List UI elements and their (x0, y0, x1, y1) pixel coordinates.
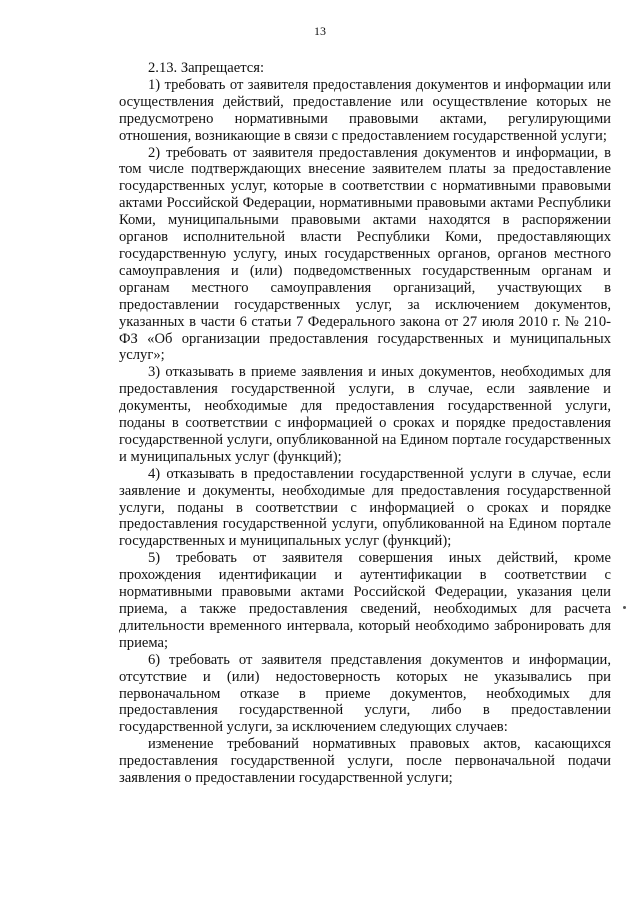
paragraph-item-6: 6) требовать от заявителя представления документов и информации, отсутствие и (или) недостоверность которых не указывались при первоначальном отказе в приеме документов, необходимых для предоставления государственной услуги, либо в предоставлении государственной услуги, за исключением следующих случаев: (119, 651, 611, 736)
paragraph-item-4: 4) отказывать в предоставлении государственной услуги в случае, если заявление и документы, необходимые для предоставления государственной услуги, поданы в соответствии с информацией о сроках и порядке предоставления государственной услуги, опубликованной на Едином портале государственных и муниципальных услуг (функций); (119, 465, 611, 550)
paragraph-item-2: 2) требовать от заявителя предоставления документов и информации, в том числе подтверждающих внесение заявителем платы за предоставление государственных услуг, которые в соответствии с нормативными правовыми актами Российской Федерации, нормативными правовыми актами Республики Коми, муниципальными правовыми актами находятся в распоряжении органов исполнительной власти Республики Коми, предоставляющих государственную услугу, иных государственных органов, органов местного самоуправления и (или) подведомственных государственным органам и органам местного самоуправления организаций, участвующих в предоставлении государственных услуг, за исключением документов, указанных в части 6 статьи 7 Федерального закона от 27 июля 2010 г. № 210-ФЗ «Об организации предоставления государственных и муниципальных услуг»; (119, 144, 611, 364)
scan-speck (623, 606, 626, 609)
paragraph-exception-1: изменение требований нормативных правовых актов, касающихся предоставления государственной услуги, после первоначальной подачи заявления о предоставлении государственной услуги; (119, 736, 611, 787)
paragraph-item-3: 3) отказывать в приеме заявления и иных документов, необходимых для предоставления государственной услуги, в случае, если заявление и документы, необходимые для предоставления государственной услуги, поданы в соответствии с информацией о сроках и порядке предоставления государственной услуги, опубликованной на Едином портале государственных и муниципальных услуг (функций); (119, 364, 611, 465)
paragraph-item-1: 1) требовать от заявителя предоставления документов и информации или осуществления действий, предоставление или осуществление которых не предусмотрено нормативными правовыми актами, регулирующими отношения, возникающие в связи с предоставлением государственной услуги; (119, 76, 611, 144)
document-body (119, 60, 611, 787)
paragraph-item-5: 5) требовать от заявителя совершения иных действий, кроме прохождения идентификации и аутентификации в соответствии с нормативными правовыми актами Российской Федерации, указания цели приема, а также предоставления сведений, необходимых для расчета длительности временного интервала, который необходимо забронировать для приема; (119, 550, 611, 651)
page-number: 13 (314, 24, 326, 38)
section-heading: 2.13. Запрещается: (148, 60, 265, 76)
